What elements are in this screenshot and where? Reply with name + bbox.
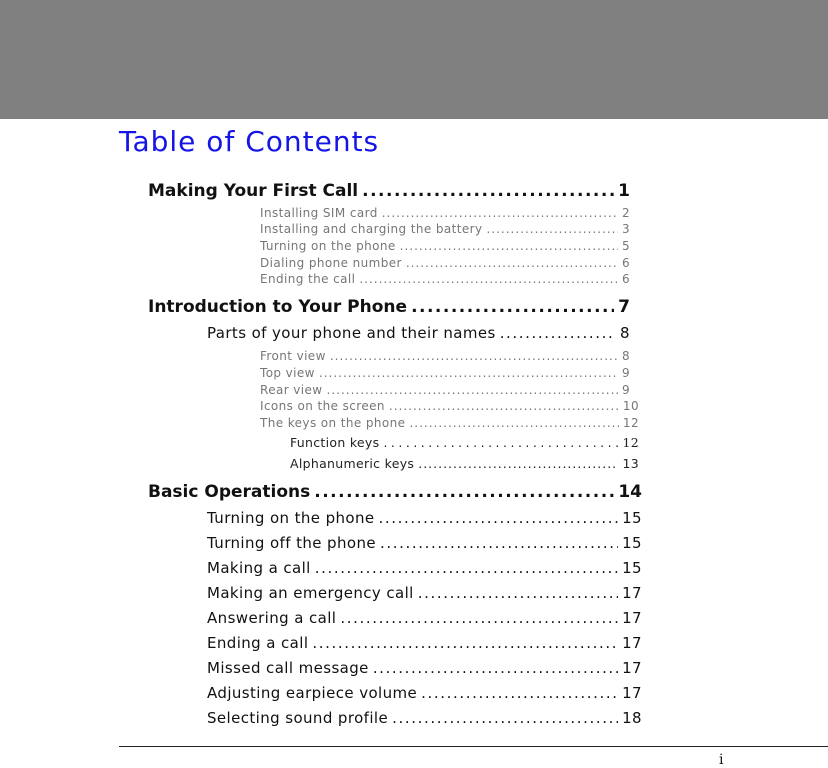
- toc-entry-label: Introduction to Your Phone: [148, 297, 408, 317]
- toc-entry-page: 6: [621, 256, 630, 270]
- toc-entry-turning-off[interactable]: [207, 534, 642, 554]
- toc-entry-label: Selecting sound profile: [207, 709, 389, 727]
- leader-dots: [327, 383, 618, 397]
- toc-entry-turning-on-phone[interactable]: [260, 239, 630, 255]
- toc-entry-ending-the-call[interactable]: [260, 272, 630, 288]
- toc-entry-label: Dialing phone number: [260, 256, 402, 270]
- page-number: i: [719, 752, 724, 768]
- toc-entry-label: Making Your First Call: [148, 181, 359, 201]
- toc-entry-label: Ending a call: [207, 634, 309, 652]
- toc-entry-page: 6: [621, 272, 630, 286]
- toc-entry-label: Alphanumeric keys: [290, 456, 415, 471]
- toc-entry-label: Rear view: [260, 383, 323, 397]
- toc-entry-label: Top view: [260, 366, 315, 380]
- leader-dots: [359, 272, 618, 286]
- toc-entry-page: 18: [622, 709, 642, 727]
- toc-entry-label: Function keys: [290, 435, 380, 450]
- toc-entry-answering-call[interactable]: [207, 609, 642, 629]
- toc-entry-page: 15: [622, 509, 642, 527]
- toc-entry-turning-on[interactable]: [207, 509, 642, 529]
- leader-dots: [380, 534, 618, 552]
- leader-dots: [314, 482, 614, 502]
- toc-entry-label: Making a call: [207, 559, 311, 577]
- toc-entry-parts-of-phone[interactable]: [207, 324, 630, 344]
- toc-entry-page: 7: [618, 297, 630, 317]
- toc-entry-page: 8: [620, 324, 630, 342]
- toc-entry-function-keys[interactable]: [290, 435, 639, 451]
- toc-entry-page: 2: [621, 206, 630, 220]
- toc-entry-label: Turning on the phone: [207, 509, 375, 527]
- page-title: Table of Contents: [119, 125, 380, 158]
- leader-dots: [486, 222, 617, 236]
- toc-entry-label: Missed call message: [207, 659, 369, 677]
- toc-entry-sound-profile[interactable]: [207, 709, 642, 729]
- toc-entry-label: Parts of your phone and their names: [207, 324, 496, 342]
- toc-entry-top-view[interactable]: [260, 366, 630, 382]
- toc-entry-page: 10: [622, 399, 639, 413]
- toc-entry-missed-call[interactable]: [207, 659, 642, 679]
- toc-entry-emergency-call[interactable]: [207, 584, 642, 604]
- leader-dots: [500, 324, 616, 342]
- leader-dots: [409, 416, 618, 430]
- leader-dots: [389, 399, 619, 413]
- toc-entry-page: 3: [621, 222, 630, 236]
- leader-dots: [312, 634, 618, 652]
- toc-entry-front-view[interactable]: [260, 349, 630, 365]
- leader-dots: [406, 256, 618, 270]
- toc-entry-installing-battery[interactable]: [260, 222, 630, 238]
- toc-entry-label: Front view: [260, 349, 326, 363]
- toc-entry-label: Answering a call: [207, 609, 337, 627]
- toc-entry-page: 14: [618, 482, 642, 502]
- toc-entry-page: 5: [621, 239, 630, 253]
- toc-entry-making-a-call[interactable]: [207, 559, 642, 579]
- leader-dots: [330, 349, 618, 363]
- toc-entry-page: 17: [622, 584, 642, 602]
- toc-entry-page: 9: [621, 383, 630, 397]
- toc-entry-making-your-first-call[interactable]: [148, 181, 630, 203]
- leader-dots: [319, 366, 618, 380]
- toc-entry-page: 17: [622, 659, 642, 677]
- leader-dots: [315, 559, 618, 577]
- leader-dots: [418, 456, 618, 471]
- toc-entry-ending-a-call[interactable]: [207, 634, 642, 654]
- toc-entry-label: Icons on the screen: [260, 399, 385, 413]
- toc-entry-page: 15: [622, 534, 642, 552]
- leader-dots: [383, 435, 618, 450]
- toc-entry-page: 17: [622, 609, 642, 627]
- toc-entry-label: The keys on the phone: [260, 416, 406, 430]
- toc-entry-page: 1: [618, 181, 630, 201]
- toc-entry-label: Installing and charging the battery: [260, 222, 483, 236]
- toc-entry-dialing-phone-number[interactable]: [260, 256, 630, 272]
- leader-dots: [421, 684, 618, 702]
- toc-entry-label: Turning on the phone: [260, 239, 396, 253]
- leader-dots: [373, 659, 618, 677]
- leader-dots: [411, 297, 614, 317]
- toc-entry-page: 8: [621, 349, 630, 363]
- leader-dots: [340, 609, 618, 627]
- toc-entry-basic-operations[interactable]: [148, 482, 642, 504]
- toc-entry-page: 15: [622, 559, 642, 577]
- toc-entry-page: 12: [622, 416, 639, 430]
- toc-entry-label: Turning off the phone: [207, 534, 376, 552]
- toc-entry-page: 17: [622, 634, 642, 652]
- toc-entry-label: Basic Operations: [148, 482, 311, 502]
- toc-entry-alphanumeric-keys[interactable]: [290, 456, 639, 472]
- toc-entry-introduction[interactable]: [148, 297, 630, 319]
- leader-dots: [418, 584, 618, 602]
- toc-entry-page: 12: [622, 435, 639, 450]
- toc-entry-earpiece-volume[interactable]: [207, 684, 642, 704]
- toc-entry-page: 9: [621, 366, 630, 380]
- footer-rule: [119, 746, 828, 747]
- toc-entry-installing-sim-card[interactable]: [260, 206, 630, 222]
- toc-entry-page: 13: [622, 456, 639, 471]
- leader-dots: [362, 181, 614, 201]
- leader-dots: [400, 239, 618, 253]
- toc-entry-keys-on-phone[interactable]: [260, 416, 639, 432]
- toc-entry-label: Ending the call: [260, 272, 356, 286]
- leader-dots: [379, 509, 619, 527]
- leader-dots: [392, 709, 618, 727]
- toc-entry-rear-view[interactable]: [260, 383, 630, 399]
- leader-dots: [382, 206, 618, 220]
- toc-entry-label: Adjusting earpiece volume: [207, 684, 418, 702]
- toc-entry-label: Making an emergency call: [207, 584, 414, 602]
- toc-entry-page: 17: [622, 684, 642, 702]
- toc-entry-label: Installing SIM card: [260, 206, 378, 220]
- toc-entry-icons-on-screen[interactable]: [260, 399, 639, 415]
